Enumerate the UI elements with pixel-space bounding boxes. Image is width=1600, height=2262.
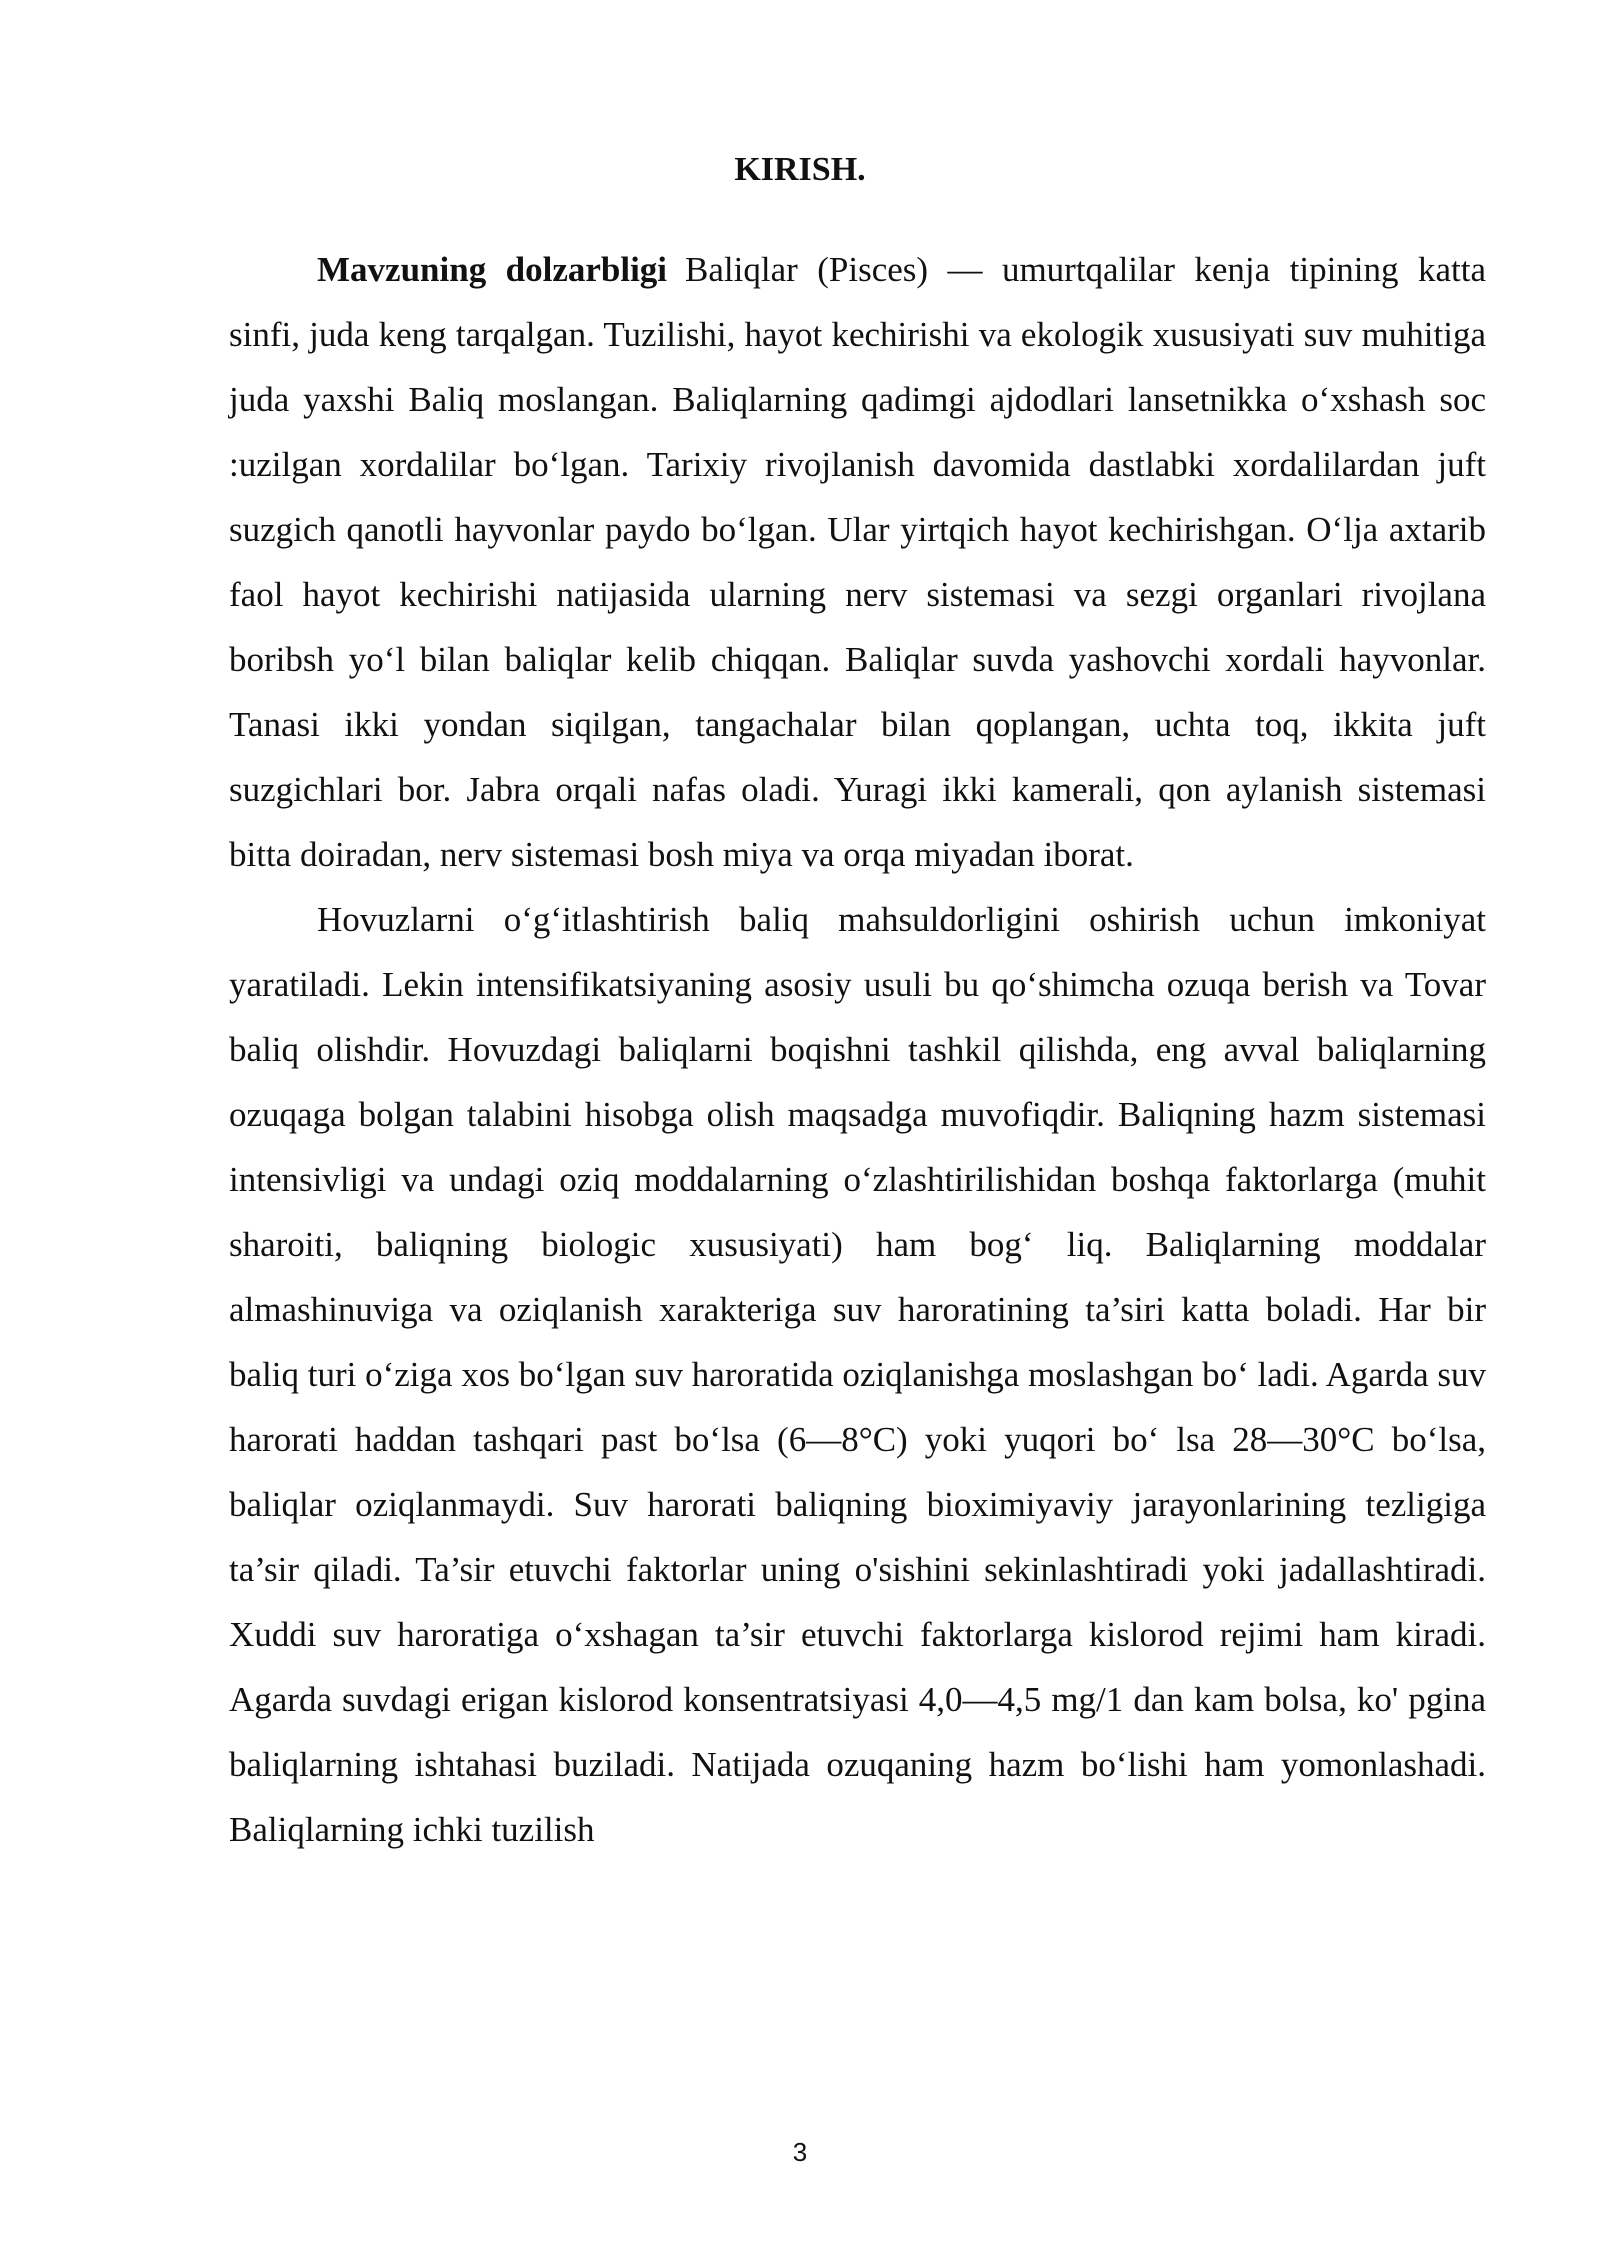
body-text [229, 237, 1486, 1862]
paragraph-text: Baliqlar (Pisces) — umurtqalilar kenja tipining katta sinfi, juda keng tarqalgan. Tuzilishi, hayot kechirishi va ekologik xususiyati suv muhitiga juda yaxshi Baliq moslangan. Baliqlarning qadimgi ajdodlari lansetnikka o‘xshash soc :uzilgan xordalilar bo‘lgan. Tarixiy rivojlanish davomida dastlabki xordalilardan juft suzgich qanotli hayvonlar paydo bo‘lgan. Ular yirtqich hayot kechirishgan. O‘lja axtarib faol hayot kechirishi natijasida ularning nerv sistemasi va sezgi organlari rivojlana boribsh yo‘l bilan baliqlar kelib chiqqan. Baliqlar suvda yashovchi xordali hayvonlar. Tanasi ikki yondan siqilgan, tangachalar bilan qoplangan, uchta toq, ikkita juft suzgichlari bor. Jabra orqali nafas oladi. Yuragi ikki kamerali, qon aylanish sistemasi bitta doiradan, nerv sistemasi bosh miya va orqa miyadan iborat. [229, 250, 1486, 874]
section-lead-bold: Mavzuning dolzarbligi [317, 250, 668, 289]
page-title: KIRISH. [734, 151, 866, 188]
paragraph-relevance [229, 237, 1486, 887]
paragraph-ponds: Hovuzlarni o‘g‘itlashtirish baliq mahsuldorligini oshirish uchun imkoniyat yaratiladi. Lekin intensifikatsiyaning asosiy usuli bu qo‘shimcha ozuqa berish va Tovar baliq olishdir. Hovuzdagi baliqlarni boqishni tashkil qilishda, eng avval baliqlarning ozuqaga bolgan talabini hisobga olish maqsadga muvofiqdir. Baliqning hazm sistemasi intensivligi va undagi oziq moddalarning o‘zlashtirilishidan boshqa faktorlarga (muhit sharoiti, baliqning biologic xususiyati) ham bog‘ liq. Baliqlarning moddalar almashinuviga va oziqlanish xarakteriga suv haroratining ta’siri katta boladi. Har bir baliq turi o‘ziga xos bo‘lgan suv haroratida oziqlanishga moslashgan bo‘ ladi. Agarda suv harorati haddan tashqari past bo‘lsa (6—8°C) yoki yuqori bo‘ lsa 28—30°C bo‘lsa, baliqlar oziqlanmaydi. Suv harorati baliqning bioximiyaviy jarayonlarining tezligiga ta’sir qiladi. Ta’sir etuvchi faktorlar uning o'sishini sekinlashtiradi yoki jadallashtiradi. Xuddi suv haroratiga o‘xshagan ta’sir etuvchi faktorlarga kislorod rejimi ham kiradi. Agarda suvdagi erigan kislorod konsentratsiyasi 4,0—4,5 mg/1 dan kam bolsa, ko' pgina baliqlarning ishtahasi buziladi. Natijada ozuqaning hazm bo‘lishi ham yomonlashadi. Baliqlarning ichki tuzilish [229, 900, 1486, 1849]
page-number: 3 [792, 2137, 808, 2167]
